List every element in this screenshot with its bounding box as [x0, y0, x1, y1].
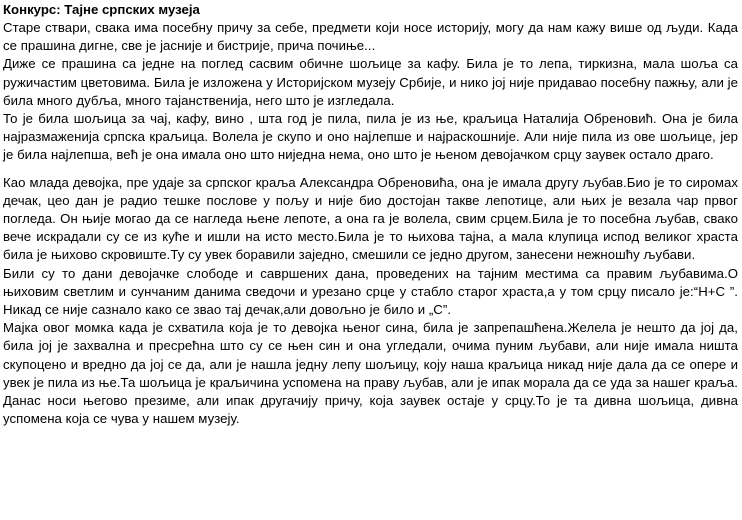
paragraph-intro: Старе ствари, свака има посебну причу за себе, предмети који носе историју, могу да нам кажу више од људи. Када се прашина дигне, све је јасније и бистрије, прича почиње...: [3, 20, 738, 54]
paragraph-oak-heart: Били су то дани девојачке слободе и савршених дана, проведених на тајним местима са правим љубавима.О њиховим светлим и сунчаним данима сведочи и урезано срце у стабло старог храста,а у том срцу писало је:“Н+С ”. Никад се није сазнало како се звао тај дечак,али довољно је било и „С”.: [3, 265, 738, 318]
paragraph-first-love: Као млада девојка, пре удаје за српског краља Александра Обреновића, она је имала другу љубав.Био је то сиромах дечак, цео дан је радио тешке послове у пољу и није био достојан такве лепотице, али њих је везала чар првог погледа. Он њије могао да се нагледа њене лепоте, а она га је волела, свим срцем.Била је то посебна љубав, свако вече искрадали су се из куће и ишли на исто место.Била је то њихова тајна, а мала клупица испод великог храста била је њихово скровиште.Ту су увек боравили заједно, смешили се једно другом, занесени нежношћу љубави.: [3, 174, 738, 263]
document-title: Конкурс: Тајне српских музеја: [3, 2, 200, 17]
document-body: [3, 19, 738, 428]
paragraph-cup: Диже се прашина са једне на поглед сасвим обичне шољице за кафу. Била је то лепа, тиркизна, мала шоља са ружичастим цветовима. Била је изложена у Историјском музеју Србије, и нико јој није придавао посебну пажњу, али је била много дубља, много тајанственија, него што је изгледала.: [3, 56, 738, 108]
paragraph-mother-gift: Мајка овог момка када је схватила која је то девојка њеног сина, била је запрепашћена.Желела је нешто да јој да, била јој је захвална и пресрећна што су се њен син и она угледали, очима пуним љубави, али није имала ништа скупоцено и вредно да јој се да, али је нашла једну лепу шољицу, коју наша краљица никад није дала да се опере и увек је пила из ње.Та шољица је краљичина успомена на праву љубав, али је ипак морала да се уда за нашег краља. Данас носи његово презиме, али ипак другачију причу, која заувек остаје у срцу.То је та дивна шољица, дивна успомена која се чува у нашем музеју.: [3, 320, 738, 427]
paragraph-queen: То је била шољица за чај, кафу, вино , шта год је пила, пила је из ње, краљица Наталија Обреновић. Она је била најразмаженија српска краљица. Волела је скупо и оно најлепше и најраскошније. Али није пила из ове шољице, јер је била најлепша, већ је она имала оно што ниједна нема, оно што је њеном девојачком срцу заувек остало драго.: [3, 111, 738, 163]
